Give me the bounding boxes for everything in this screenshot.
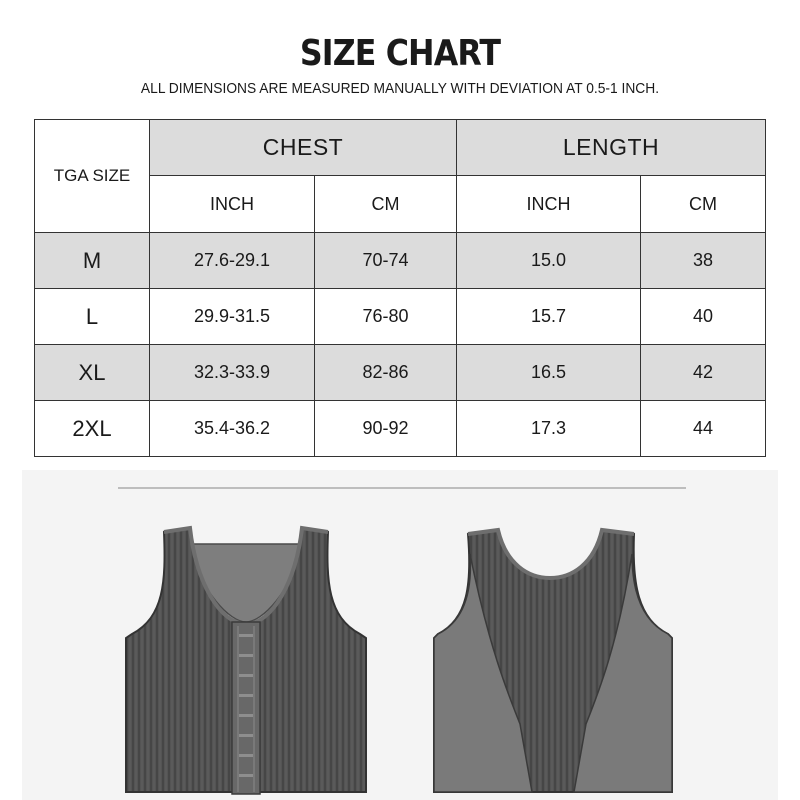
size-table xyxy=(34,119,766,457)
length-cm-header: CM xyxy=(641,176,766,233)
length-inch-cell: 17.3 xyxy=(457,401,641,457)
length-inch-cell: 15.0 xyxy=(457,233,641,289)
hook-closure xyxy=(232,622,260,794)
length-cm-cell: 44 xyxy=(641,401,766,457)
chest-cm-cell: 70-74 xyxy=(315,233,457,289)
length-cm-cell: 42 xyxy=(641,345,766,401)
length-cm-cell: 40 xyxy=(641,289,766,345)
chest-group-header: CHEST xyxy=(150,120,457,176)
chest-inch-cell: 32.3-33.9 xyxy=(150,345,315,401)
chest-inch-cell: 29.9-31.5 xyxy=(150,289,315,345)
table-row xyxy=(35,289,766,345)
size-cell: M xyxy=(35,233,150,289)
chest-cm-cell: 76-80 xyxy=(315,289,457,345)
chest-cm-cell: 82-86 xyxy=(315,345,457,401)
size-cell: 2XL xyxy=(35,401,150,457)
page-title: SIZE CHART xyxy=(299,33,501,74)
chest-inch-cell: 27.6-29.1 xyxy=(150,233,315,289)
chest-cm-cell: 90-92 xyxy=(315,401,457,457)
length-inch-cell: 15.7 xyxy=(457,289,641,345)
table-row xyxy=(35,401,766,457)
vest-front-illustration xyxy=(120,522,370,800)
chest-cm-header: CM xyxy=(315,176,457,233)
table-row xyxy=(35,345,766,401)
page-subtitle: ALL DIMENSIONS ARE MEASURED MANUALLY WITH DEVIATION AT 0.5-1 INCH. xyxy=(140,80,660,97)
length-group-header: LENGTH xyxy=(457,120,766,176)
size-cell: XL xyxy=(35,345,150,401)
section-divider xyxy=(118,487,686,489)
chest-inch-cell: 35.4-36.2 xyxy=(150,401,315,457)
vest-back-illustration xyxy=(428,524,678,800)
chest-inch-header: INCH xyxy=(150,176,315,233)
length-inch-header: INCH xyxy=(457,176,641,233)
size-column-header: TGA SIZE xyxy=(35,120,150,233)
size-cell: L xyxy=(35,289,150,345)
length-inch-cell: 16.5 xyxy=(457,345,641,401)
length-cm-cell: 38 xyxy=(641,233,766,289)
table-row xyxy=(35,233,766,289)
